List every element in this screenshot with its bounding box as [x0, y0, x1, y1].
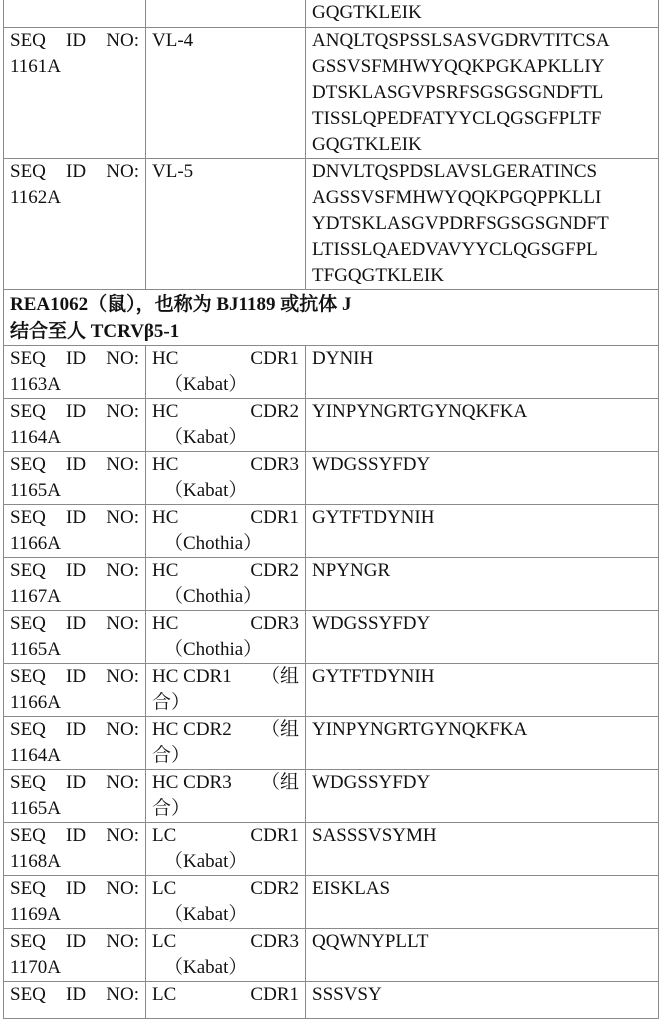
sequence-cell	[306, 505, 659, 558]
seq-id-label	[10, 717, 139, 743]
sequence-text: WDGSSYFDY	[312, 772, 431, 793]
region-cell	[146, 770, 306, 823]
seq-id-number: 1166A	[10, 533, 62, 554]
region-cell	[146, 28, 306, 159]
seq-label: SEQ	[10, 560, 46, 581]
sequence-line: LTISSLQAEDVAVYYCLQGSGFPL	[312, 239, 598, 260]
sequence-line: YDTSKLASGVPDRFSGSGSGNDFT	[312, 213, 609, 234]
chain-label: HC	[152, 454, 179, 475]
cdr-label: CDR2	[250, 878, 299, 899]
region-cell	[146, 159, 306, 290]
id-label: ID	[66, 719, 87, 740]
cdr-label: CDR1	[250, 984, 299, 1005]
sequence-text: YINPYNGRTGYNQKFKA	[312, 401, 528, 422]
sequence-cell	[306, 611, 659, 664]
seq-id-number: 1166A	[10, 692, 62, 713]
seq-id-label	[10, 823, 139, 849]
numbering-scheme: （Chothia）	[164, 586, 263, 607]
chain-label: HC CDR2	[152, 719, 232, 740]
no-label: NO:	[106, 161, 139, 182]
sequence-line: ANQLTQSPSSLSASVGDRVTITCSA	[312, 30, 610, 51]
cdr-label: CDR2	[250, 401, 299, 422]
seq-id-cell	[4, 717, 146, 770]
table-row	[4, 505, 659, 558]
region-cell	[146, 982, 306, 1019]
region-line	[152, 346, 299, 372]
sequence-text: SASSSVSYMH	[312, 825, 437, 846]
seq-id-label	[10, 982, 139, 1008]
no-label: NO:	[106, 931, 139, 952]
sequence-cell	[306, 346, 659, 399]
seq-id-label	[10, 558, 139, 584]
seq-id-cell	[4, 159, 146, 290]
seq-id-number: 1169A	[10, 904, 62, 925]
chain-label: LC	[152, 878, 177, 899]
seq-id-cell	[4, 823, 146, 876]
seq-id-label	[10, 876, 139, 902]
sequence-text: YINPYNGRTGYNQKFKA	[312, 719, 528, 740]
region-cell	[146, 611, 306, 664]
chain-label: LC	[152, 825, 177, 846]
seq-id-number: 1170A	[10, 957, 62, 978]
section-title-line2: 结合至人 TCRVβ5-1	[10, 321, 180, 342]
chain-label: HC	[152, 348, 179, 369]
cdr-label: CDR3	[250, 613, 299, 634]
cdr-label: CDR1	[250, 825, 299, 846]
seq-label: SEQ	[10, 401, 46, 422]
id-label: ID	[66, 401, 87, 422]
seq-id-cell	[4, 28, 146, 159]
table-row	[4, 823, 659, 876]
seq-id-cell	[4, 452, 146, 505]
seq-id-cell	[4, 505, 146, 558]
sequence-text: WDGSSYFDY	[312, 454, 431, 475]
id-label: ID	[66, 30, 87, 51]
no-label: NO:	[106, 825, 139, 846]
no-label: NO:	[106, 454, 139, 475]
sequence-cell	[306, 0, 659, 28]
cdr-label: （组	[260, 772, 299, 793]
region-line	[152, 505, 299, 531]
seq-id-label	[10, 346, 139, 372]
cdr-label: （组	[260, 666, 299, 687]
seq-label: SEQ	[10, 825, 46, 846]
sequence-line: GQGTKLEIK	[312, 134, 422, 155]
id-label: ID	[66, 507, 87, 528]
id-label: ID	[66, 613, 87, 634]
seq-label: SEQ	[10, 666, 46, 687]
seq-label: SEQ	[10, 30, 46, 51]
chain-label: HC	[152, 401, 179, 422]
id-label: ID	[66, 161, 87, 182]
sequence-text: GQGTKLEIK	[312, 2, 422, 23]
seq-label: SEQ	[10, 613, 46, 634]
sequence-text: WDGSSYFDY	[312, 613, 431, 634]
region-line	[152, 664, 299, 690]
table-row	[4, 929, 659, 982]
region-line	[152, 399, 299, 425]
seq-id-cell	[4, 770, 146, 823]
id-label: ID	[66, 984, 87, 1005]
seq-label: SEQ	[10, 507, 46, 528]
section-title-line1: REA1062（鼠），也称为 BJ1189 或抗体 J	[10, 294, 352, 315]
seq-id-cell	[4, 0, 146, 28]
sequence-line: AGSSVSFMHWYQQKPGQPPKLLI	[312, 187, 602, 208]
sequence-cell	[306, 159, 659, 290]
no-label: NO:	[106, 666, 139, 687]
numbering-scheme: （Kabat）	[164, 904, 248, 925]
table-row-vl-4	[4, 28, 659, 159]
seq-id-number: 1165A	[10, 798, 62, 819]
chain-label: LC	[152, 931, 177, 952]
numbering-scheme: 合）	[152, 745, 191, 766]
seq-id-label	[10, 611, 139, 637]
numbering-scheme: （Chothia）	[164, 533, 263, 554]
numbering-scheme: （Kabat）	[164, 374, 248, 395]
seq-id-cell	[4, 664, 146, 717]
region-cell	[146, 452, 306, 505]
table-row-last	[4, 982, 659, 1019]
cdr-label: CDR1	[250, 348, 299, 369]
seq-id-label	[10, 929, 139, 955]
table-row	[4, 399, 659, 452]
sequence-cell	[306, 28, 659, 159]
region-cell	[146, 664, 306, 717]
no-label: NO:	[106, 984, 139, 1005]
seq-id-number: 1163A	[10, 374, 62, 395]
seq-id-label	[10, 770, 139, 796]
seq-label: SEQ	[10, 772, 46, 793]
sequence-line: DNVLTQSPDSLAVSLGERATINCS	[312, 161, 598, 182]
region-line	[152, 876, 299, 902]
chain-label: HC CDR1	[152, 666, 232, 687]
cdr-label: CDR3	[250, 931, 299, 952]
no-label: NO:	[106, 401, 139, 422]
sequence-text: DYNIH	[312, 348, 374, 369]
seq-label: SEQ	[10, 984, 46, 1005]
region-line	[152, 611, 299, 637]
numbering-scheme: （Kabat）	[164, 427, 248, 448]
region-cell	[146, 346, 306, 399]
region-line	[152, 770, 299, 796]
region-line	[152, 558, 299, 584]
seq-id-label	[10, 399, 139, 425]
sequence-text: NPYNGR	[312, 560, 391, 581]
sequence-text: SSSVSY	[312, 984, 382, 1005]
sequence-cell	[306, 717, 659, 770]
no-label: NO:	[106, 348, 139, 369]
numbering-scheme: 合）	[152, 692, 191, 713]
seq-id-number: 1167A	[10, 586, 62, 607]
seq-id-number: 1162A	[10, 187, 62, 208]
sequence-cell	[306, 770, 659, 823]
seq-id-number: 1165A	[10, 639, 62, 660]
table-row	[4, 664, 659, 717]
sequence-text: GYTFTDYNIH	[312, 507, 435, 528]
id-label: ID	[66, 825, 87, 846]
sequence-cell	[306, 399, 659, 452]
region-line	[152, 452, 299, 478]
numbering-scheme: （Chothia）	[164, 639, 263, 660]
seq-id-cell	[4, 346, 146, 399]
region-cell	[146, 823, 306, 876]
cdr-label: CDR2	[250, 560, 299, 581]
region-line	[152, 982, 299, 1008]
chain-label: HC	[152, 613, 179, 634]
numbering-scheme: 合）	[152, 798, 191, 819]
id-label: ID	[66, 772, 87, 793]
id-label: ID	[66, 931, 87, 952]
id-label: ID	[66, 348, 87, 369]
sequence-text: EISKLAS	[312, 878, 391, 899]
seq-id-cell	[4, 876, 146, 929]
numbering-scheme: （Kabat）	[164, 851, 248, 872]
table-row	[4, 770, 659, 823]
no-label: NO:	[106, 878, 139, 899]
region-line	[152, 929, 299, 955]
seq-id-number: 1164A	[10, 745, 62, 766]
table-row-vl-5	[4, 159, 659, 290]
id-label: ID	[66, 878, 87, 899]
chain-label: HC CDR3	[152, 772, 232, 793]
region-line	[152, 717, 299, 743]
region-cell	[146, 558, 306, 611]
region-cell	[146, 399, 306, 452]
cdr-label: （组	[260, 719, 299, 740]
numbering-scheme: （Kabat）	[164, 480, 248, 501]
seq-label: SEQ	[10, 161, 46, 182]
region-line	[152, 823, 299, 849]
sequence-line: TISSLQPEDFATYYCLQGSGFPLTF	[312, 108, 602, 129]
seq-label: SEQ	[10, 931, 46, 952]
table-row	[4, 876, 659, 929]
sequence-cell	[306, 823, 659, 876]
sequence-line: TFGQGTKLEIK	[312, 265, 444, 286]
table-row	[4, 346, 659, 399]
sequence-cell	[306, 664, 659, 717]
chain-label: HC	[152, 507, 179, 528]
region-cell	[146, 505, 306, 558]
seq-id-number: 1168A	[10, 851, 62, 872]
seq-id-cell	[4, 929, 146, 982]
seq-id-label	[10, 452, 139, 478]
seq-id-label	[10, 664, 139, 690]
id-label: ID	[66, 666, 87, 687]
cdr-label: CDR1	[250, 507, 299, 528]
table-row	[4, 452, 659, 505]
sequence-cell	[306, 452, 659, 505]
region-cell	[146, 717, 306, 770]
table-row	[4, 558, 659, 611]
region-cell	[146, 929, 306, 982]
sequence-cell	[306, 558, 659, 611]
chain-label: LC	[152, 984, 177, 1005]
seq-label: SEQ	[10, 454, 46, 475]
sequence-text: QQWNYPLLT	[312, 931, 429, 952]
region-cell	[146, 876, 306, 929]
section-header-cell	[4, 290, 659, 346]
no-label: NO:	[106, 560, 139, 581]
no-label: NO:	[106, 772, 139, 793]
seq-label: SEQ	[10, 348, 46, 369]
seq-label: SEQ	[10, 719, 46, 740]
seq-id-cell	[4, 611, 146, 664]
seq-id-label	[10, 505, 139, 531]
seq-id-cell	[4, 399, 146, 452]
seq-id-cell	[4, 558, 146, 611]
region-cell	[146, 0, 306, 28]
sequence-line: DTSKLASGVPSRFSGSGSGNDFTL	[312, 82, 604, 103]
no-label: NO:	[106, 507, 139, 528]
table-row	[4, 611, 659, 664]
seq-id-number: 1161A	[10, 56, 62, 77]
sequence-text: GYTFTDYNIH	[312, 666, 435, 687]
no-label: NO:	[106, 613, 139, 634]
section-header-row	[4, 290, 659, 346]
id-label: ID	[66, 454, 87, 475]
region-label: VL-4	[152, 30, 194, 51]
cdr-label: CDR3	[250, 454, 299, 475]
table-row-continuation	[4, 0, 659, 28]
id-label: ID	[66, 560, 87, 581]
no-label: NO:	[106, 30, 139, 51]
table-row	[4, 717, 659, 770]
region-label: VL-5	[152, 161, 194, 182]
seq-id-cell	[4, 982, 146, 1019]
seq-id-label	[10, 28, 139, 54]
sequence-cell	[306, 982, 659, 1019]
sequence-cell	[306, 876, 659, 929]
seq-id-number: 1165A	[10, 480, 62, 501]
sequence-line: GSSVSFMHWYQQKPGKAPKLLIY	[312, 56, 605, 77]
no-label: NO:	[106, 719, 139, 740]
sequence-cell	[306, 929, 659, 982]
sequence-table	[3, 0, 659, 1019]
chain-label: HC	[152, 560, 179, 581]
seq-id-number: 1164A	[10, 427, 62, 448]
seq-label: SEQ	[10, 878, 46, 899]
seq-id-label	[10, 159, 139, 185]
numbering-scheme: （Kabat）	[164, 957, 248, 978]
